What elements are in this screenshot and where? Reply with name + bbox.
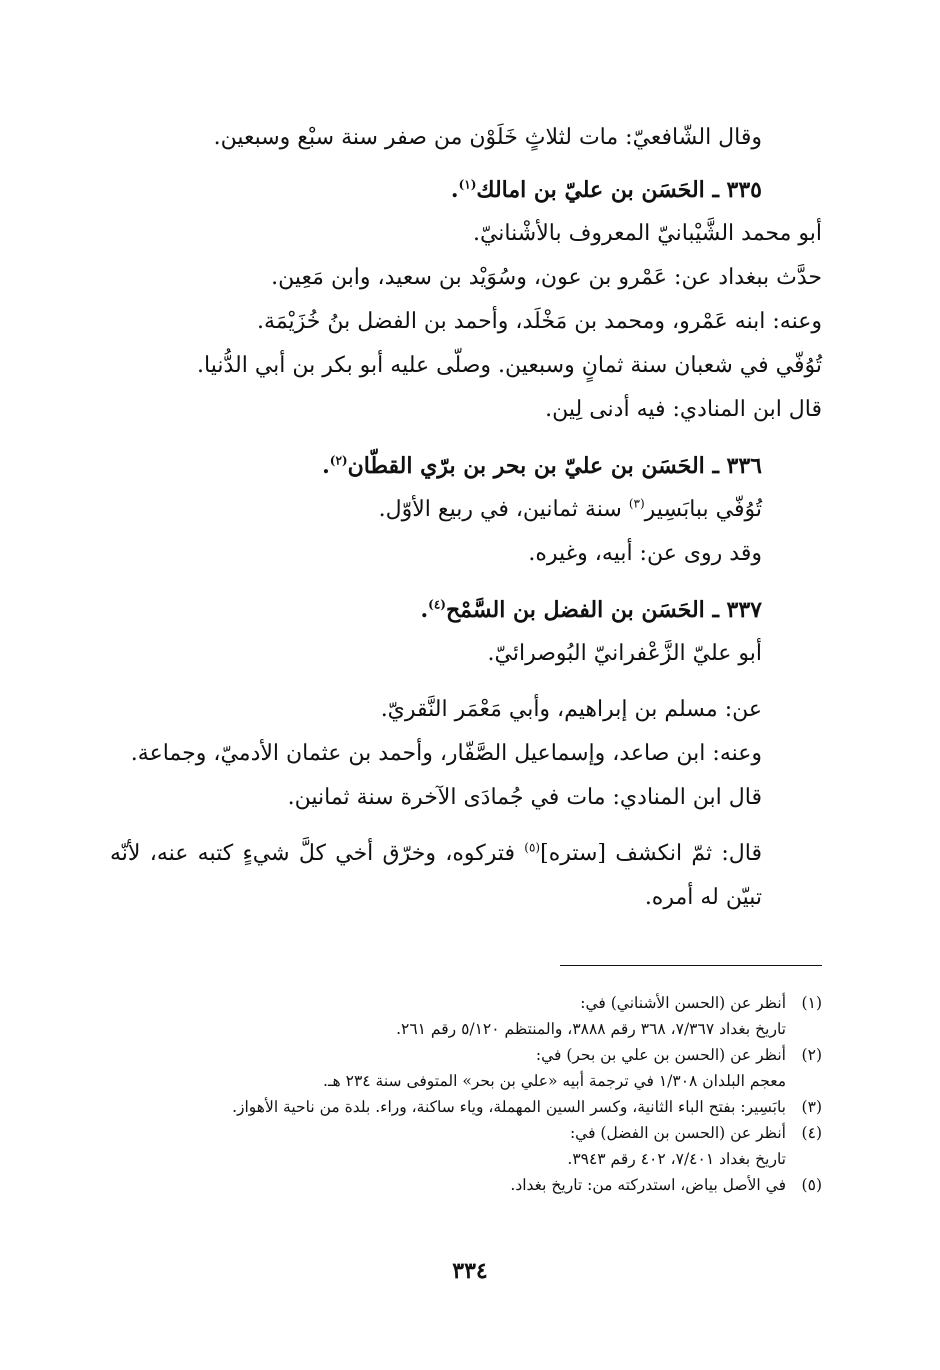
text-line: تُوُفّي في شعبان سنة ثمانٍ وسبعين. وصلّى عليه أبو بكر بن أبي الدُّنيا. bbox=[197, 353, 822, 378]
footnote-line: بابَسِير: بفتح الباء الثانية، وكسر السين المهملة، وياء ساكنة، وراء. بلدة من ناحية الأهواز. bbox=[232, 1098, 786, 1116]
text-line bbox=[110, 488, 822, 532]
footnote-number: (٢) bbox=[801, 1046, 822, 1064]
text-line: أبو عليّ الزَّعْفرانيّ البُوصرائيّ. bbox=[487, 641, 762, 666]
main-text bbox=[110, 116, 822, 920]
footnote-ref: (٣) bbox=[628, 496, 645, 511]
footnote bbox=[100, 1094, 822, 1120]
entry-number: ٣٣٥ ـ bbox=[712, 177, 762, 203]
text-paragraph: وعنه: ابن صاعد، وإسماعيل الصَّفّار، وأحمد بن عثمان الأدميّ، وجماعة. bbox=[130, 741, 762, 766]
entry-number: ٣٣٧ ـ bbox=[712, 597, 762, 623]
text-span: تُوُفّي ببابَسِير bbox=[644, 497, 762, 522]
footnote-number: (٣) bbox=[801, 1098, 822, 1116]
footnote-line: تاريخ بغداد ٧/٤٠١، ٤٠٢ رقم ٣٩٤٣. bbox=[567, 1150, 786, 1168]
footnote bbox=[100, 1120, 822, 1172]
entry-title: الحَسَن بن الفضل بن السَّمْح bbox=[445, 597, 705, 623]
footnote bbox=[100, 1172, 822, 1198]
entry-title: الحَسَن بن عليّ بن بحر بن برّي القطّان bbox=[347, 453, 705, 479]
footnotes bbox=[100, 990, 822, 1198]
footnote-line: أنظر عن (الحسن الأشناني) في: bbox=[580, 994, 786, 1012]
text-paragraph bbox=[110, 832, 822, 920]
footnote bbox=[100, 1042, 822, 1094]
footnote-ref: (١) bbox=[458, 177, 477, 192]
footnote-line: أنظر عن (الحسن بن علي بن بحر) في: bbox=[535, 1046, 786, 1064]
footnote-line: أنظر عن (الحسن بن الفضل) في: bbox=[569, 1124, 786, 1142]
footnote-number: (٥) bbox=[801, 1176, 822, 1194]
text-span: سنة ثمانين، في ربيع الأوّل. bbox=[378, 497, 622, 522]
text-line: حدَّث ببغداد عن: عَمْرو بن عون، وسُوَيْد بن سعيد، وابن مَعِين. bbox=[271, 265, 822, 290]
page-number: ٣٣٤ bbox=[452, 1258, 488, 1284]
entry-title: الحَسَن بن عليّ بن امالك bbox=[476, 177, 705, 203]
text-span: قال: ثمّ انكشف [ستره] bbox=[540, 841, 762, 866]
entry-number: ٣٣٦ ـ bbox=[712, 453, 762, 479]
text-span: فتركوه، وخرّق أخي كلَّ شيءٍ كتبه عنه، لأنّه تبيّن له أمره. bbox=[110, 841, 762, 910]
footnote bbox=[100, 990, 822, 1042]
text-line: قال ابن المنادي: مات في جُمادَى الآخرة سنة ثمانين. bbox=[287, 785, 762, 810]
text-line: قال ابن المنادي: فيه أدنى لِين. bbox=[545, 397, 822, 422]
entry-heading-335: ٣٣٥ ـ الحَسَن بن عليّ بن امالك$^{(١)}$. bbox=[450, 177, 762, 203]
footnote-line: تاريخ بغداد ٧/٣٦٧، ٣٦٨ رقم ٣٨٨٨، والمنتظم ٥/١٢٠ رقم ٢٦١. bbox=[396, 1020, 786, 1038]
footnote-line: معجم البلدان ١/٣٠٨ في ترجمة أبيه «علي بن بحر» المتوفى سنة ٢٣٤ هـ. bbox=[323, 1072, 786, 1090]
footnote-ref: (٢) bbox=[329, 453, 348, 468]
entry-heading-336: ٣٣٦ ـ الحَسَن بن عليّ بن بحر بن برّي القطّان$^{(٢)}$. bbox=[322, 453, 762, 479]
text-line: وعنه: ابنه عَمْرو، ومحمد بن مَخْلَد، وأحمد بن الفضل بنُ خُزَيْمَة. bbox=[257, 309, 822, 334]
text-line: أبو محمد الشَّيْبانيّ المعروف بالأشْنانيّ. bbox=[472, 221, 822, 246]
entry-heading-337: ٣٣٧ ـ الحَسَن بن الفضل بن السَّمْح$^{(٤)}$. bbox=[420, 597, 762, 623]
text-line: عن: مسلم بن إبراهيم، وأبي مَعْمَر النَّقريّ. bbox=[380, 697, 762, 722]
footnote-ref: (٤) bbox=[428, 597, 446, 612]
footnote-ref: (٥) bbox=[524, 840, 541, 855]
text-line: وقد روى عن: أبيه، وغيره. bbox=[528, 541, 762, 566]
footnote-number: (١) bbox=[801, 994, 822, 1012]
footnote-line: في الأصل بياض، استدركته من: تاريخ بغداد. bbox=[510, 1176, 786, 1194]
footnote-number: (٤) bbox=[801, 1124, 822, 1142]
footnote-separator bbox=[560, 965, 822, 966]
text-line: وقال الشّافعيّ: مات لثلاثٍ خَلَوْن من صفر سنة سبْع وسبعين. bbox=[213, 125, 762, 150]
